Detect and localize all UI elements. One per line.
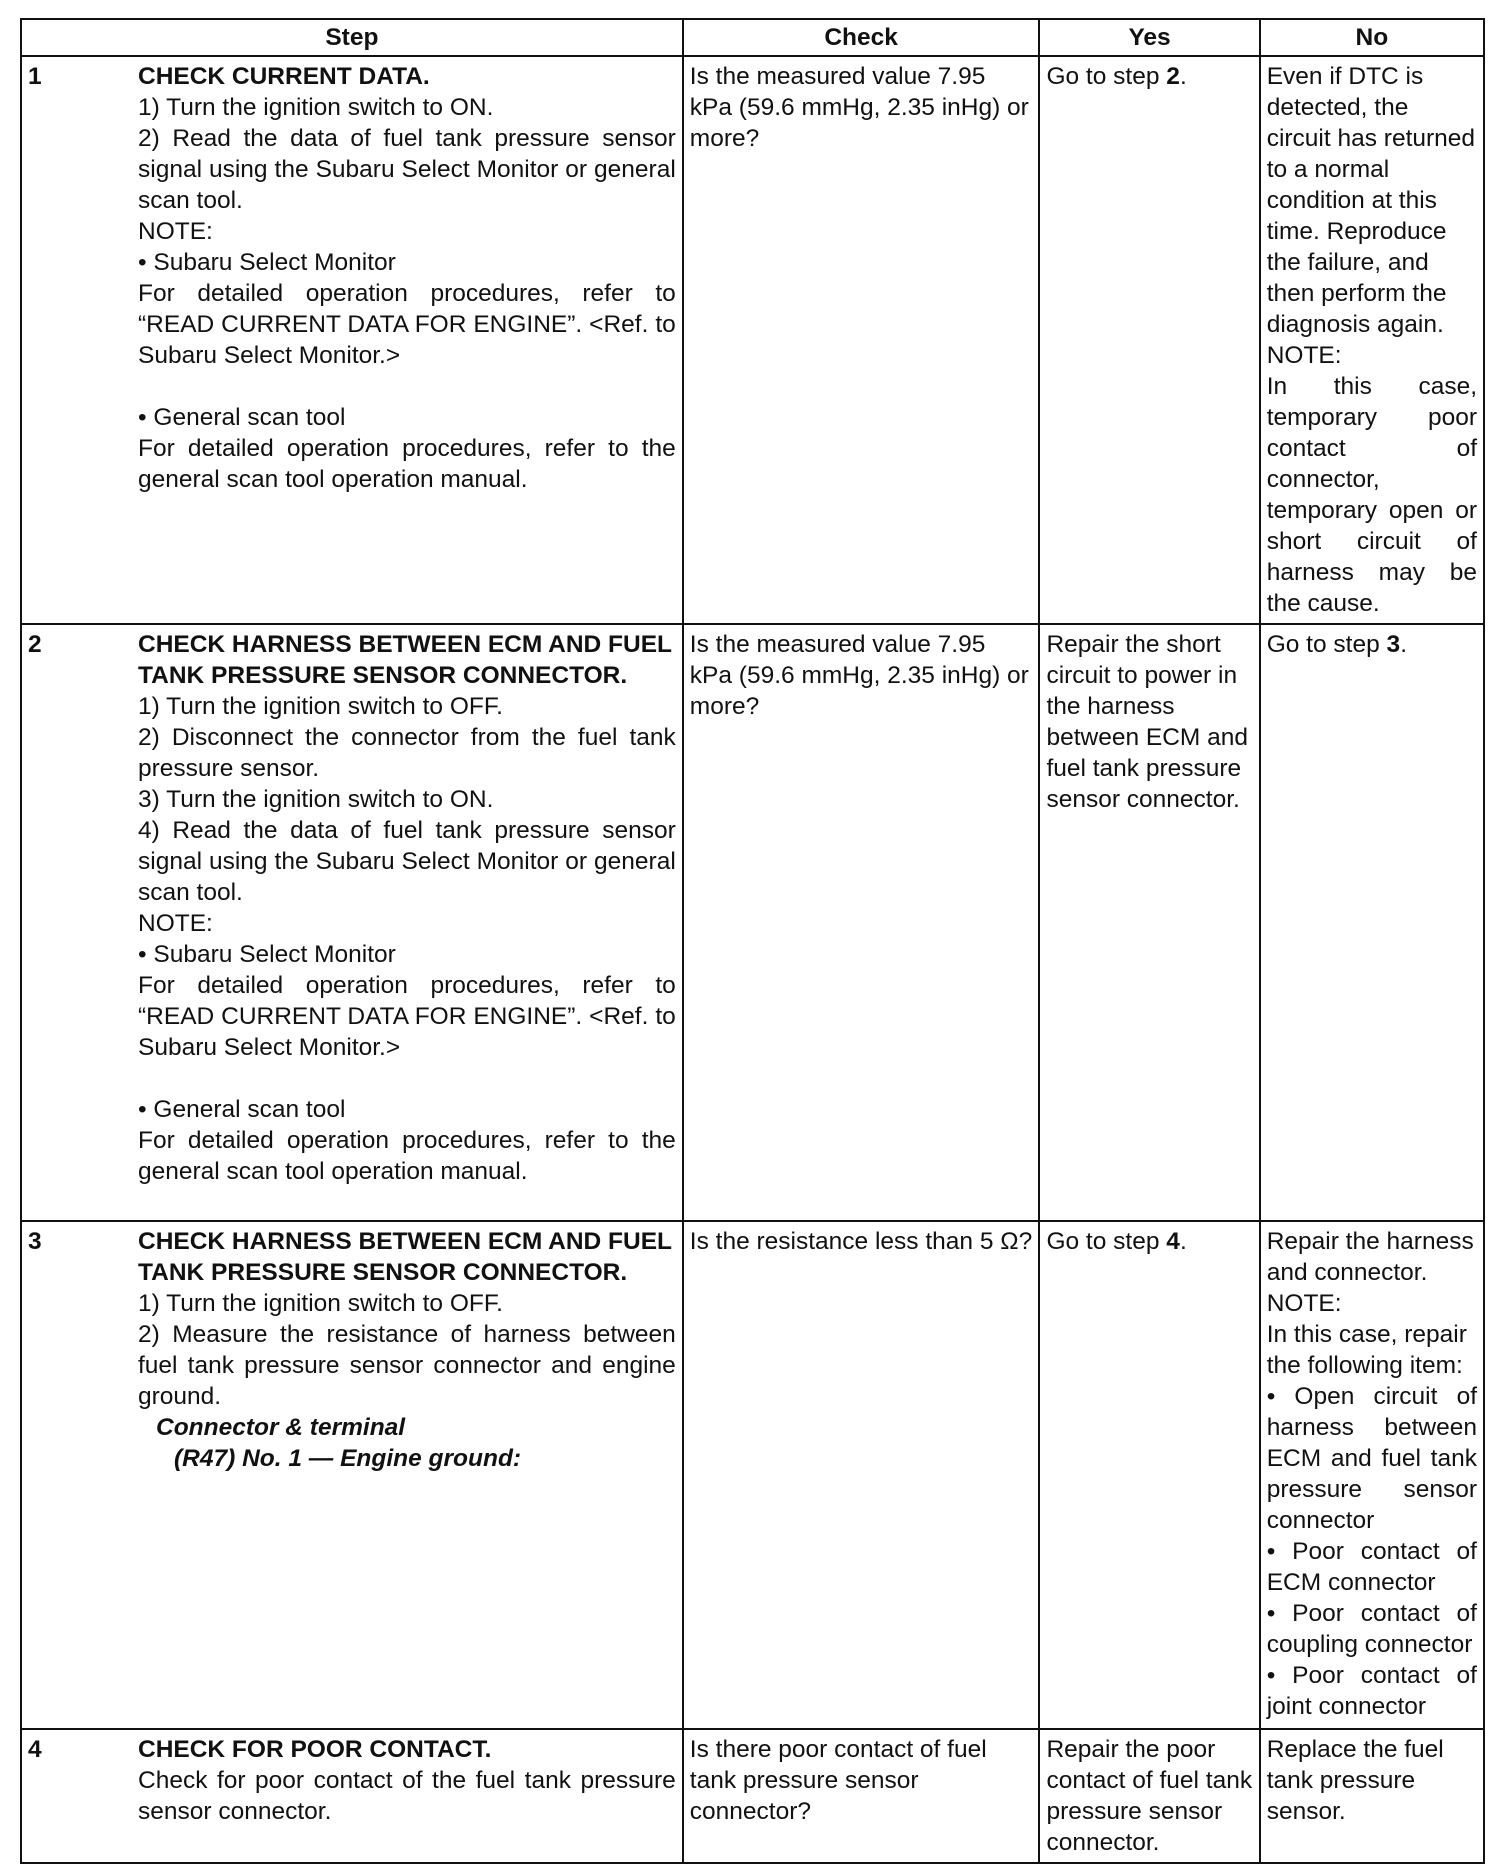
bullet-item: • Poor contact of ECM connector — [1266, 1538, 1477, 1596]
step-line: Check for poor contact of the fuel tank pressure sensor connector. — [138, 1767, 676, 1825]
step-line: 1) Turn the ignition switch to OFF. — [138, 693, 503, 720]
yes-step-ref: 2 — [1166, 63, 1180, 90]
note-label: NOTE: — [138, 910, 213, 937]
no-cell — [1260, 624, 1484, 1221]
step-line: 1) Turn the ignition switch to ON. — [138, 94, 494, 121]
bullet-item: • Poor contact of coupling connector — [1266, 1600, 1477, 1658]
step-body — [138, 61, 676, 495]
step-line: For detailed operation procedures, refer to “READ CURRENT DATA FOR ENGINE”. <Ref. to Subaru Select Monitor.> — [138, 972, 676, 1061]
step-title: CHECK CURRENT DATA. — [138, 63, 430, 90]
step-line: 4) Read the data of fuel tank pressure sensor signal using the Subaru Select Monitor or general scan tool. — [138, 817, 676, 906]
spacer — [138, 371, 676, 402]
check-cell: Is the resistance less than 5 Ω? — [683, 1221, 1040, 1729]
step-number: 3 — [28, 1228, 42, 1255]
connector-terminal-label: Connector & terminal — [156, 1414, 406, 1441]
step-cell — [21, 1221, 683, 1729]
check-cell: Is there poor contact of fuel tank pressure sensor connector? — [683, 1729, 1040, 1863]
yes-cell — [1039, 1221, 1259, 1729]
check-cell: Is the measured value 7.95 kPa (59.6 mmHg, 2.35 inHg) or more? — [683, 624, 1040, 1221]
step-title: CHECK FOR POOR CONTACT. — [138, 1736, 492, 1763]
step-number: 4 — [28, 1736, 42, 1763]
bullet-item: • General scan tool — [138, 1096, 346, 1123]
spacer — [138, 1063, 676, 1094]
table-row — [21, 1729, 1484, 1863]
no-suffix: . — [1400, 631, 1407, 658]
note-label: NOTE: — [1266, 342, 1342, 369]
yes-suffix: . — [1179, 63, 1187, 90]
header-check: Check — [683, 19, 1040, 56]
diagnostic-table — [20, 18, 1485, 1864]
no-text: Go to step — [1266, 631, 1387, 658]
step-number: 1 — [28, 63, 42, 90]
bullet-item: • Poor contact of joint connector — [1266, 1662, 1477, 1720]
no-text: Even if DTC is detected, the circuit has returned to a normal condition at this time. Reproduce the failure, and then perform the diagnosis again. — [1266, 63, 1476, 338]
step-line: 2) Read the data of fuel tank pressure sensor signal using the Subaru Select Monitor or general scan tool. — [138, 125, 676, 214]
step-line: For detailed operation procedures, refer to “READ CURRENT DATA FOR ENGINE”. <Ref. to Subaru Select Monitor.> — [138, 280, 676, 369]
step-cell — [21, 56, 683, 624]
bullet-item: • Open circuit of harness between ECM and fuel tank pressure sensor connector — [1266, 1383, 1477, 1534]
step-title: CHECK HARNESS BETWEEN ECM AND FUEL TANK PRESSURE SENSOR CONNECTOR. — [138, 631, 672, 689]
header-step: Step — [21, 19, 683, 56]
yes-cell — [1039, 56, 1259, 624]
table-header-row — [21, 19, 1484, 56]
step-number: 2 — [28, 631, 42, 658]
table-row — [21, 624, 1484, 1221]
bullet-item: • Subaru Select Monitor — [138, 249, 396, 276]
yes-step-ref: 4 — [1166, 1228, 1180, 1255]
table-row — [21, 1221, 1484, 1729]
no-step-ref: 3 — [1386, 631, 1401, 658]
step-title: CHECK HARNESS BETWEEN ECM AND FUEL TANK PRESSURE SENSOR CONNECTOR. — [138, 1228, 672, 1286]
table-row — [21, 56, 1484, 624]
yes-cell: Repair the poor contact of fuel tank pressure sensor connector. — [1039, 1729, 1259, 1863]
note-label: NOTE: — [138, 218, 213, 245]
header-yes: Yes — [1039, 19, 1259, 56]
step-body — [138, 1226, 676, 1474]
no-note-text: In this case, repair the following item: — [1266, 1321, 1467, 1379]
step-cell — [21, 624, 683, 1221]
yes-text: Go to step — [1046, 1228, 1167, 1255]
step-line: 2) Disconnect the connector from the fuel tank pressure sensor. — [138, 724, 676, 782]
bullet-item: • Subaru Select Monitor — [138, 941, 396, 968]
step-line: For detailed operation procedures, refer to the general scan tool operation manual. — [138, 435, 676, 493]
connector-terminal-value: (R47) No. 1 — Engine ground: — [174, 1445, 522, 1472]
step-line: For detailed operation procedures, refer to the general scan tool operation manual. — [138, 1127, 676, 1185]
step-line: 2) Measure the resistance of harness between fuel tank pressure sensor connector and engine ground. — [138, 1321, 676, 1410]
yes-cell: Repair the short circuit to power in the harness between ECM and fuel tank pressure sensor connector. — [1039, 624, 1259, 1221]
no-cell — [1260, 1221, 1484, 1729]
header-no: No — [1260, 19, 1484, 56]
step-cell — [21, 1729, 683, 1863]
bullet-item: • General scan tool — [138, 404, 346, 431]
step-body — [138, 1734, 676, 1827]
note-label: NOTE: — [1266, 1290, 1342, 1317]
no-note-text: In this case, temporary poor contact of connector, temporary open or short circuit of harness may be the cause. — [1266, 373, 1477, 617]
yes-suffix: . — [1179, 1228, 1187, 1255]
no-cell: Replace the fuel tank pressure sensor. — [1260, 1729, 1484, 1863]
step-body — [138, 629, 676, 1187]
step-line: 1) Turn the ignition switch to OFF. — [138, 1290, 503, 1317]
step-line: 3) Turn the ignition switch to ON. — [138, 786, 494, 813]
no-text: Repair the harness and connector. — [1266, 1228, 1474, 1286]
no-cell — [1260, 56, 1484, 624]
yes-text: Go to step — [1046, 63, 1167, 90]
check-cell: Is the measured value 7.95 kPa (59.6 mmHg, 2.35 inHg) or more? — [683, 56, 1040, 624]
